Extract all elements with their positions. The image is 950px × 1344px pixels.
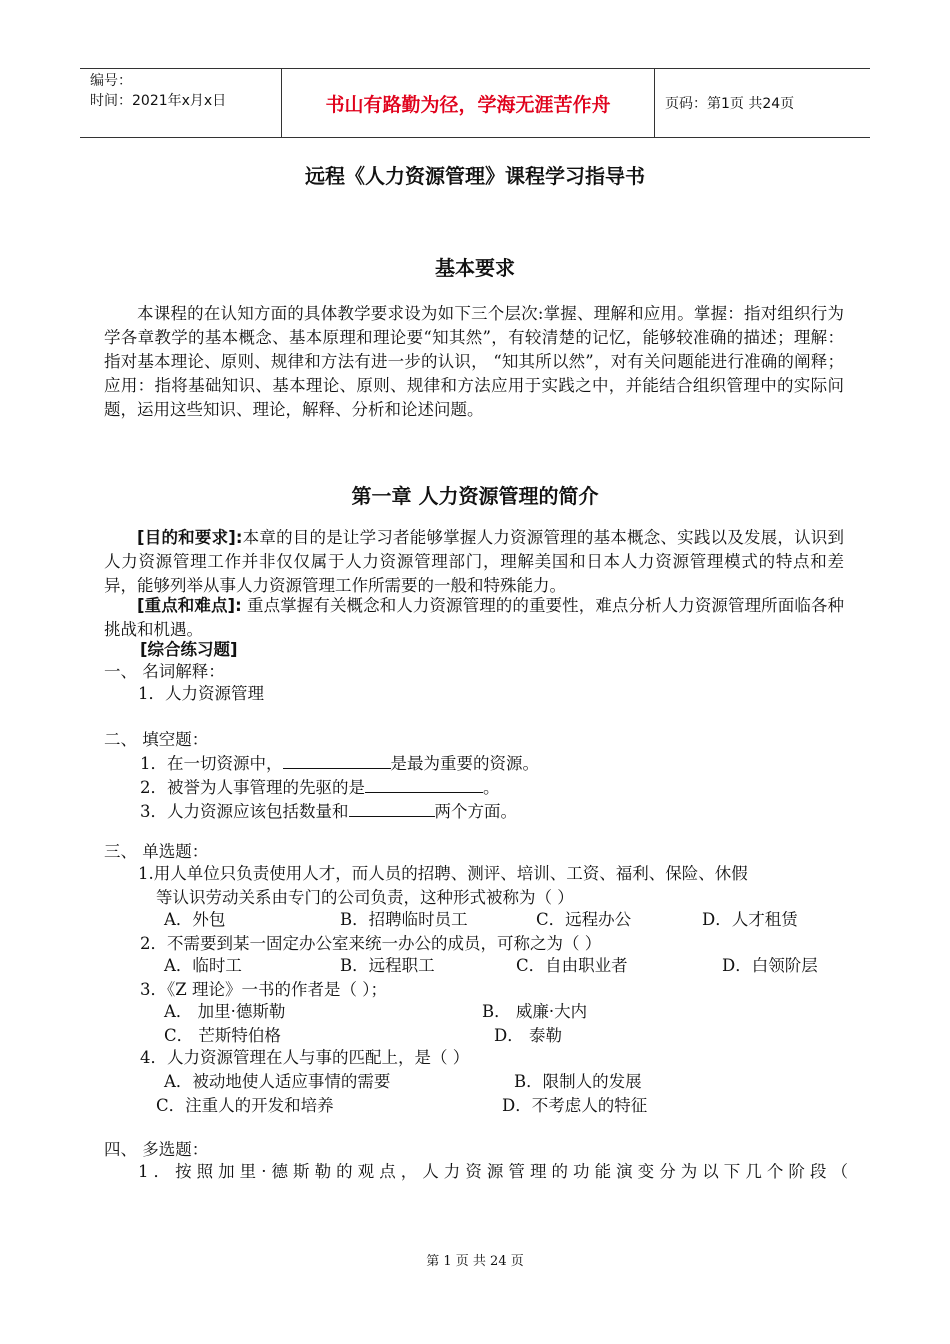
fill-blank[interactable] bbox=[283, 750, 391, 769]
s3-q4-option-d: D．不考虑人的特征 bbox=[502, 1096, 648, 1115]
s3-q1-option-a: A．外包 bbox=[164, 910, 226, 929]
s2-q3-text-a: 3．人力资源应该包括数量和 bbox=[140, 802, 349, 821]
s3-q4-option-a: A．被动地使人适应事情的需要 bbox=[164, 1072, 391, 1091]
goal-paragraph bbox=[104, 526, 844, 598]
s3-q2-option-d: D．白领阶层 bbox=[722, 956, 818, 975]
s3-q4-option-b: B．限制人的发展 bbox=[514, 1072, 642, 1091]
header-meta bbox=[80, 69, 282, 137]
document-title: 远程《人力资源管理》课程学习指导书 bbox=[305, 164, 645, 188]
goal-label: [目的和要求]: bbox=[137, 528, 243, 547]
s2-q2-text-b: 。 bbox=[483, 778, 500, 797]
s3-question-4: 4．人力资源管理在人与事的匹配上，是（ ） bbox=[140, 1048, 470, 1067]
s3-q2-option-b: B．远程职工 bbox=[340, 956, 435, 975]
header-motto: 书山有路勤为径，学海无涯苦作舟 bbox=[282, 69, 655, 137]
s2-q3-text-b: 两个方面。 bbox=[434, 802, 517, 821]
section-3-heading: 三、 单选题： bbox=[104, 842, 209, 861]
header-table bbox=[80, 68, 870, 138]
s2-question-3 bbox=[140, 798, 517, 824]
section-2-heading: 二、 填空题： bbox=[104, 730, 209, 749]
s3-q3-option-c: C． 芒斯特伯格 bbox=[164, 1026, 281, 1045]
s3-q3-option-b: B． 威廉·大内 bbox=[482, 1002, 588, 1021]
header-page-info: 页码：第1页 共24页 bbox=[665, 96, 795, 112]
s3-q1-option-c: C．远程办公 bbox=[536, 910, 632, 929]
s3-q3-option-d: D． 泰勒 bbox=[494, 1026, 562, 1045]
number-label: 编号： bbox=[90, 73, 132, 89]
s2-q2-text-a: 2．被誉为人事管理的先驱的是 bbox=[140, 778, 365, 797]
s1-question-1: 1．人力资源管理 bbox=[138, 684, 264, 703]
s3-q2-option-c: C．自由职业者 bbox=[516, 956, 628, 975]
exercise-label: [综合练习题] bbox=[140, 640, 238, 659]
basic-heading: 基本要求 bbox=[435, 256, 515, 280]
s3-question-1b: 等认识劳动关系由专门的公司负责，这种形式被称为（ ） bbox=[156, 888, 574, 907]
time-label: 时间：2021年x月x日 bbox=[90, 93, 227, 109]
s3-q4-option-c: C．注重人的开发和培养 bbox=[156, 1096, 334, 1115]
s3-question-3: 3．《Z 理论》一书的作者是（ ）； bbox=[140, 980, 387, 999]
s3-q2-option-a: A．临时工 bbox=[164, 956, 242, 975]
s3-question-2: 2．不需要到某一固定办公室来统一办公的成员，可称之为（ ） bbox=[140, 934, 602, 953]
s3-q1-option-b: B．招聘临时员工 bbox=[340, 910, 468, 929]
fill-blank[interactable] bbox=[365, 774, 483, 793]
fill-blank[interactable] bbox=[349, 798, 435, 817]
basic-paragraph: 本课程的在认知方面的具体教学要求设为如下三个层次:掌握、理解和应用。掌握：指对组织行为学各章教学的基本概念、基本原理和理论要“知其然”，有较清楚的记忆，能够较准确的描述；理解：指对基本理论、原则、规律和方法有进一步的认识， “知其所以然”，对有关问题能进行准确的阐释；应用：指将基础知识、基本理论、原则、规律和方法应用于实践之中，并能结合组织管理中的实际问题，运用这些知识、理论，解释、分析和论述问题。 bbox=[104, 304, 844, 419]
section-1-heading: 一、 名词解释： bbox=[104, 662, 225, 681]
page-footer: 第 1 页 共 24 页 bbox=[426, 1254, 524, 1269]
section-4-heading: 四、 多选题： bbox=[104, 1140, 209, 1159]
key-text: 重点掌握有关概念和人力资源管理的的重要性，难点分析人力资源管理所面临各种挑战和机遇。 bbox=[104, 596, 845, 639]
s4-question-1: 1．按照加里·德斯勒的观点，人力资源管理的功能演变分为以下几个阶段（ bbox=[138, 1162, 848, 1181]
s2-q1-text-a: 1．在一切资源中， bbox=[140, 754, 283, 773]
key-label: [重点和难点]: bbox=[137, 596, 242, 615]
goal-text: 本章的目的是让学习者能够掌握人力资源管理的基本概念、实践以及发展，认识到人力资源管理工作并非仅仅属于人力资源管理部门，理解美国和日本人力资源管理模式的特点和差异，能够列举从事人力资源管理工作所需要的一般和特殊能力。 bbox=[104, 528, 845, 595]
s2-question-2 bbox=[140, 774, 500, 800]
chapter1-heading: 第一章 人力资源管理的简介 bbox=[351, 484, 599, 508]
s3-q1-option-d: D．人才租赁 bbox=[702, 910, 798, 929]
s2-question-1 bbox=[140, 750, 539, 776]
s2-q1-text-b: 是最为重要的资源。 bbox=[390, 754, 539, 773]
s3-q3-option-a: A． 加里·德斯勒 bbox=[164, 1002, 286, 1021]
s3-question-1a: 1.用人单位只负责使用人才，而人员的招聘、测评、培训、工资、福利、保险、休假 bbox=[138, 864, 748, 883]
key-paragraph bbox=[104, 594, 844, 642]
